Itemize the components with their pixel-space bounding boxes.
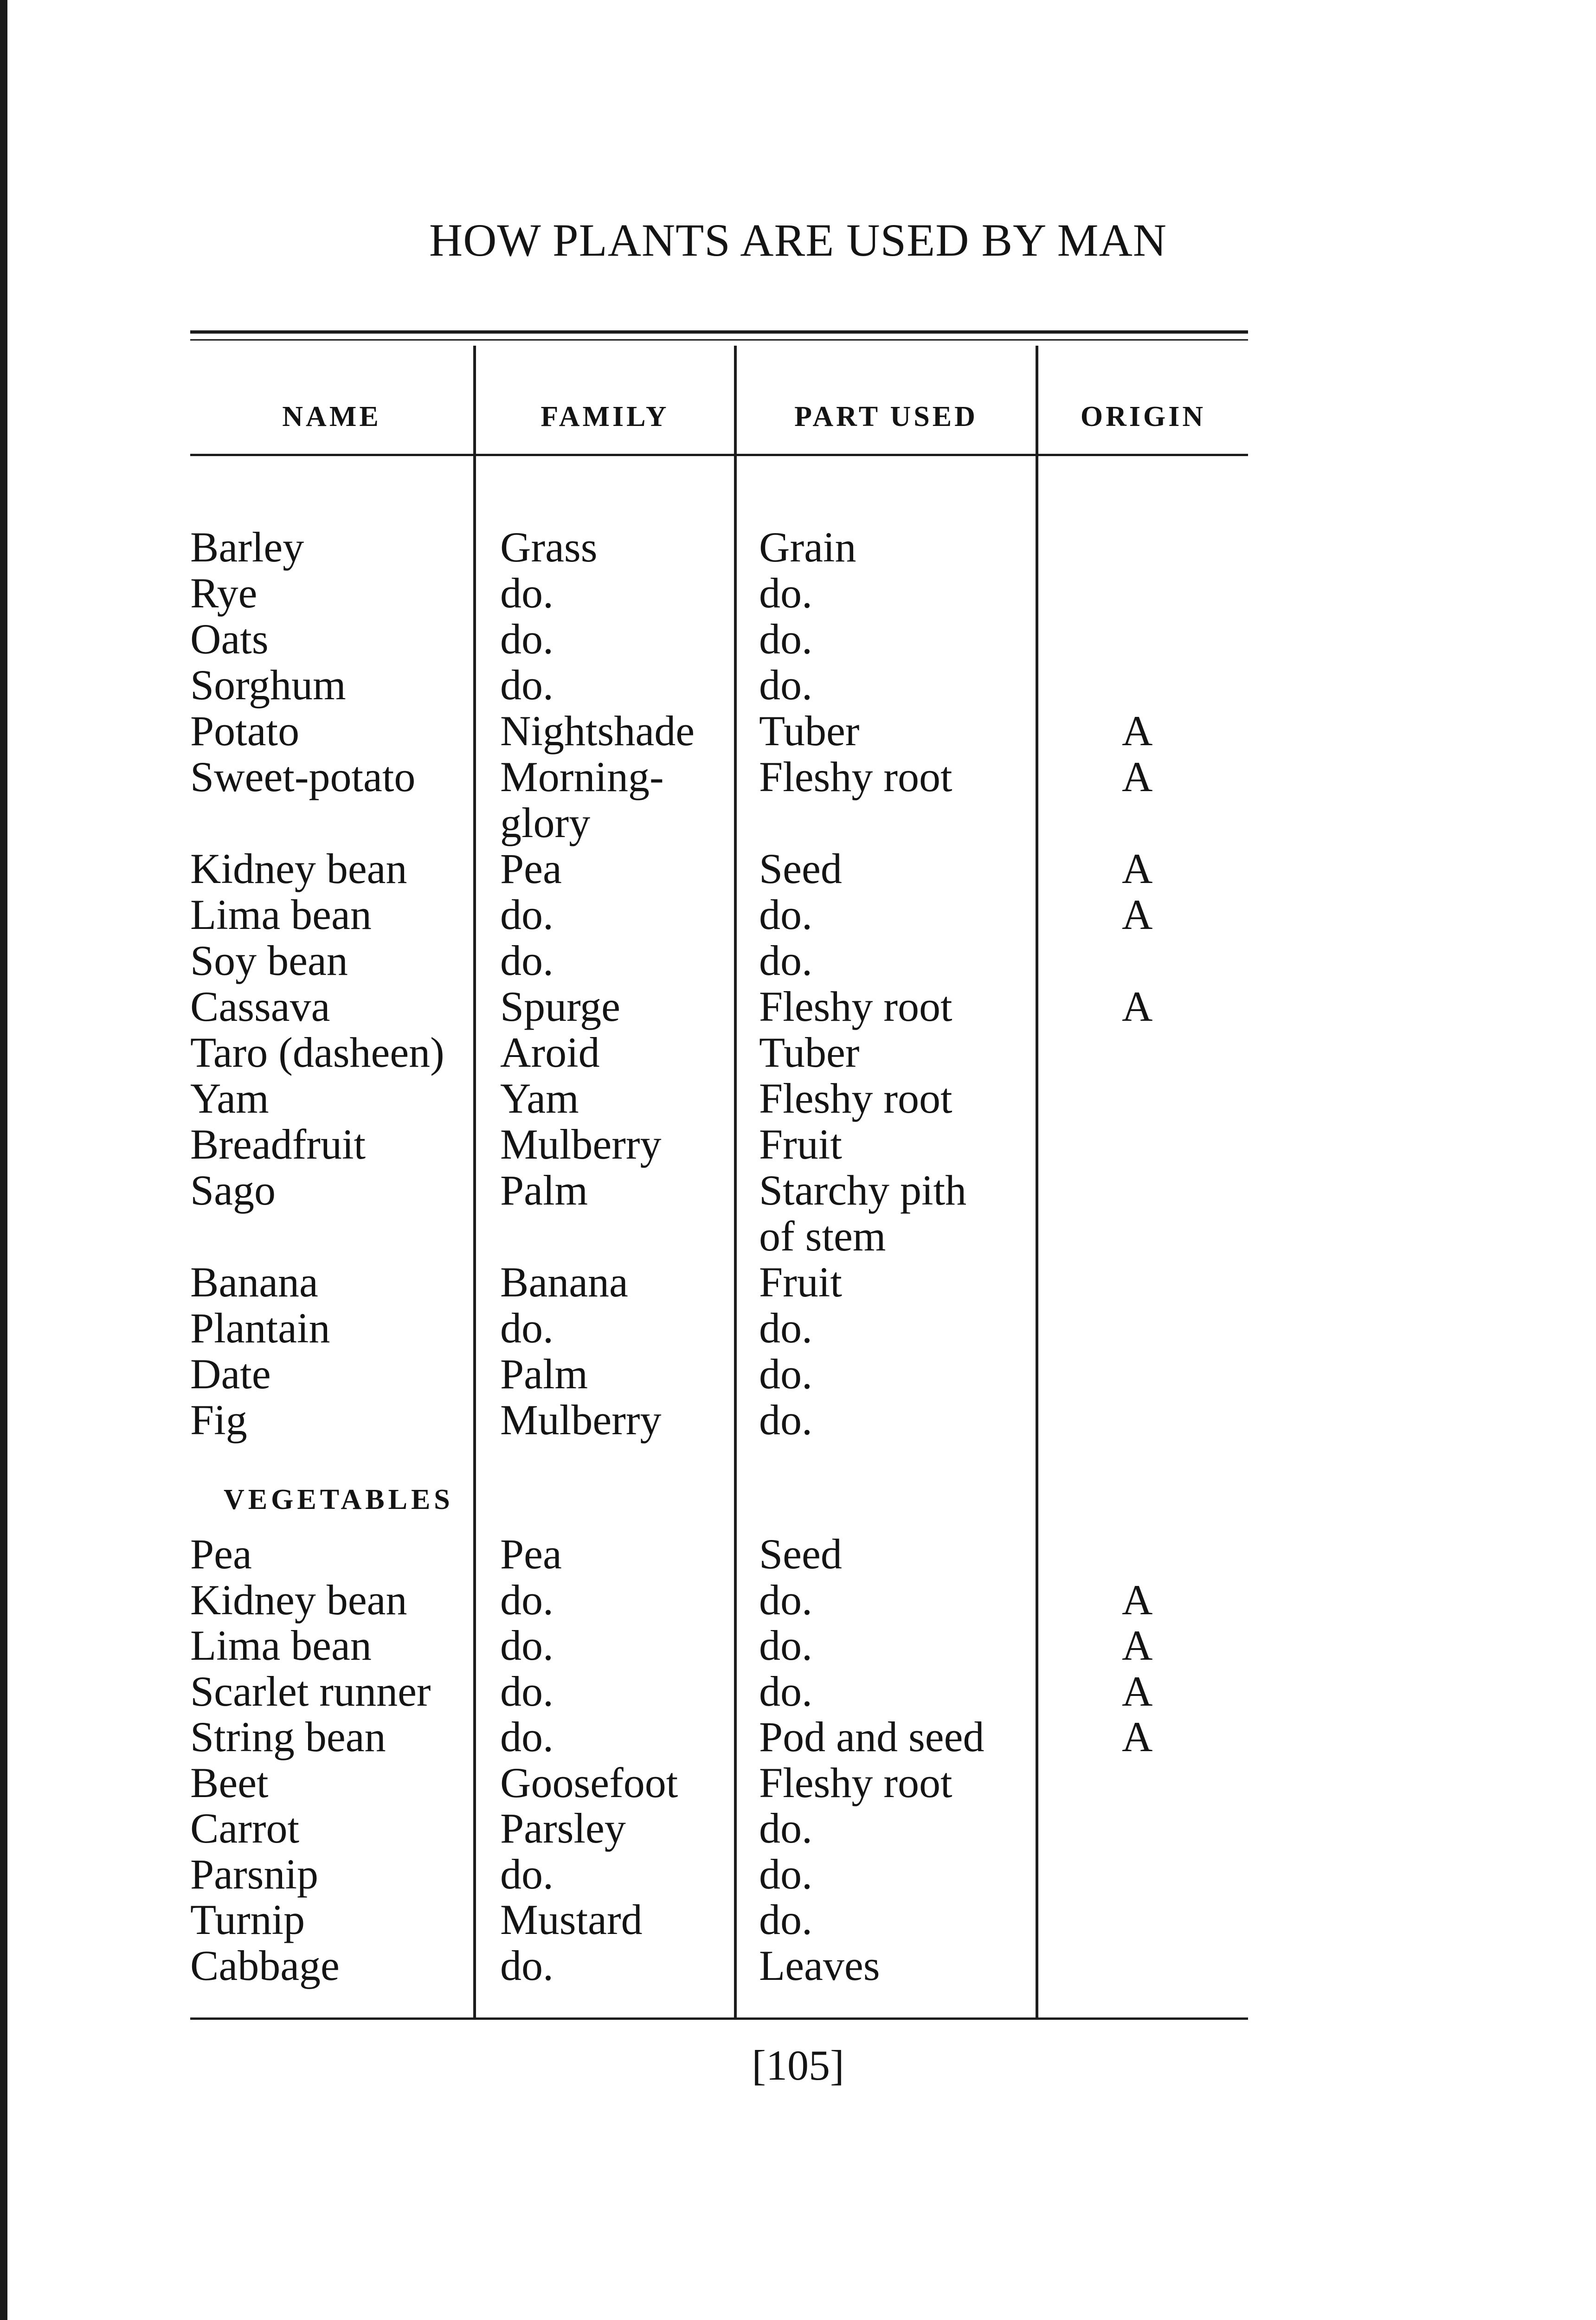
cell-family: Pea [500,845,562,892]
cell-name: Potato [190,707,300,754]
header-rule [190,454,1248,456]
cell-part-used: do. [759,891,812,938]
cell-part-used: do. [759,1350,812,1398]
cell-name: Parsnip [190,1850,318,1898]
cell-name: Scarlet runner [190,1667,431,1715]
cell-part-used: do. [759,1804,812,1852]
cell-part-used: Fleshy root [759,753,952,800]
cell-origin: A [1122,753,1153,800]
cell-family: do. [500,569,553,617]
column-divider [1036,346,1038,2017]
cell-part-used: Tuber [759,707,860,754]
cell-part-used: Fruit [759,1121,842,1168]
column-divider [473,346,476,2017]
cell-origin: A [1122,1622,1153,1669]
cell-part-used: Grain [759,523,856,571]
cell-part-used: do. [759,1667,812,1715]
cell-name: Kidney bean [190,1576,407,1624]
cell-family: do. [500,1667,553,1715]
cell-family: Parsley [500,1804,626,1852]
cell-family: Pea [500,1530,562,1578]
cell-part-used: do. [759,661,812,709]
cell-family: do. [500,615,553,663]
cell-origin: A [1122,1667,1153,1715]
bottom-rule [190,2017,1248,2020]
cell-part-used: Fleshy root [759,983,952,1030]
cell-part-used: Pod and seed [759,1713,985,1760]
cell-name: Rye [190,569,257,617]
top-rule-thin [190,339,1248,341]
cell-part-used: do. [759,569,812,617]
column-header-part-used: PART USED [794,401,978,432]
cell-family: do. [500,937,553,984]
cell-family: do. [500,1304,553,1352]
cell-name: Sweet-potato [190,753,416,800]
cell-family: Palm [500,1350,588,1398]
book-spine-edge [0,0,7,2320]
cell-part-used: Seed [759,845,842,892]
cell-part-used: Fleshy root [759,1075,952,1122]
page-number: [105] [752,2042,844,2089]
cell-name: Turnip [190,1896,305,1943]
column-header-family: FAMILY [541,401,669,432]
cell-name: Beet [190,1759,269,1806]
cell-family: do. [500,661,553,709]
cell-part-used: do. [759,615,812,663]
cell-family: do. [500,1576,553,1624]
cell-family: Morning- [500,753,664,800]
cell-part-used: do. [759,1396,812,1444]
cell-part-used: Seed [759,1530,842,1578]
cell-name: Sago [190,1166,276,1214]
cell-part-used: do. [759,1622,812,1669]
cell-origin: A [1122,891,1153,938]
cell-part-used: Leaves [759,1941,880,1989]
cell-name: Fig [190,1396,247,1444]
cell-family: glory [500,799,591,846]
cell-name: Carrot [190,1804,300,1852]
cell-family: do. [500,1850,553,1898]
cell-family: do. [500,1713,553,1760]
cell-origin: A [1122,707,1153,754]
cell-family: Mulberry [500,1396,662,1444]
cell-name: Yam [190,1075,269,1122]
cell-part-used: Fleshy root [759,1759,952,1806]
cell-name: Pea [190,1530,252,1578]
cell-origin: A [1122,845,1153,892]
cell-name: String bean [190,1713,386,1760]
cell-name: Date [190,1350,271,1398]
cell-name: Oats [190,615,269,663]
cell-family: Grass [500,523,598,571]
cell-part-used: do. [759,937,812,984]
cell-family: do. [500,1941,553,1989]
cell-name: Plantain [190,1304,330,1352]
cell-origin: A [1122,983,1153,1030]
cell-family: Mustard [500,1896,643,1943]
cell-part-used: do. [759,1304,812,1352]
cell-part-used: do. [759,1896,812,1943]
cell-name: Barley [190,523,304,571]
cell-name: Kidney bean [190,845,407,892]
cell-part-used: Starchy pith [759,1166,967,1214]
cell-name: Taro (dasheen) [190,1029,444,1076]
cell-family: do. [500,891,553,938]
cell-name: Soy bean [190,937,348,984]
top-rule-thick [190,330,1248,334]
cell-name: Cabbage [190,1941,340,1989]
cell-origin: A [1122,1576,1153,1624]
cell-name: Cassava [190,983,330,1030]
column-header-name: NAME [282,401,381,432]
cell-family: do. [500,1622,553,1669]
cell-family: Mulberry [500,1121,662,1168]
section-label-vegetables: VEGETABLES [224,1484,454,1515]
cell-family: Aroid [500,1029,600,1076]
cell-name: Sorghum [190,661,346,709]
cell-name: Lima bean [190,1622,372,1669]
cell-part-used: Tuber [759,1029,860,1076]
column-header-origin: ORIGIN [1080,401,1206,432]
cell-part-used: Fruit [759,1258,842,1306]
cell-name: Lima bean [190,891,372,938]
cell-part-used: do. [759,1576,812,1624]
cell-name: Breadfruit [190,1121,366,1168]
column-divider [734,346,737,2017]
cell-family: Goosefoot [500,1759,678,1806]
cell-family: Banana [500,1258,628,1306]
cell-part-used: of stem [759,1212,886,1260]
page-title: HOW PLANTS ARE USED BY MAN [429,214,1167,266]
cell-part-used: do. [759,1850,812,1898]
cell-family: Palm [500,1166,588,1214]
cell-name: Banana [190,1258,318,1306]
cell-family: Nightshade [500,707,695,754]
cell-origin: A [1122,1713,1153,1760]
cell-family: Spurge [500,983,620,1030]
cell-family: Yam [500,1075,579,1122]
